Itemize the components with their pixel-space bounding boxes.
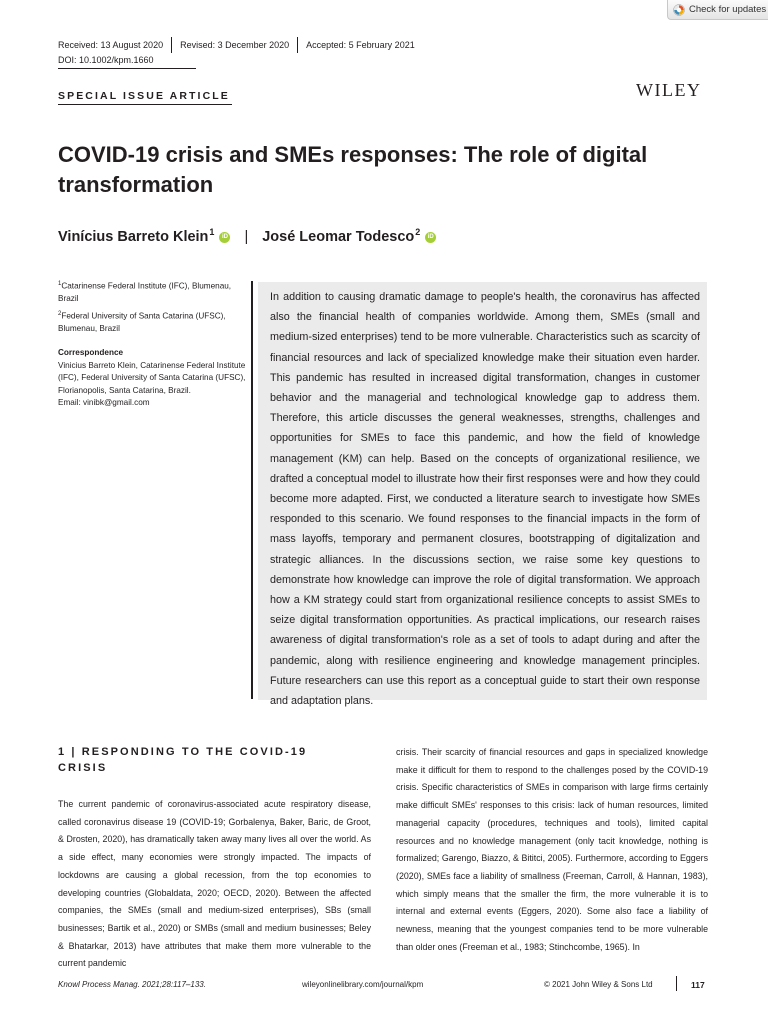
author-affiliation-mark: 2 <box>415 227 421 237</box>
header-rule <box>58 68 196 69</box>
revised-date: Revised: 3 December 2020 <box>180 40 290 50</box>
publisher-logo: WILEY <box>636 80 702 100</box>
section-heading: 1 | RESPONDING TO THE COVID-19 CRISIS <box>58 746 308 774</box>
affiliation-mark: 2 <box>58 311 62 317</box>
affiliation-mark: 1 <box>58 281 62 287</box>
page-number: 117 <box>691 980 705 990</box>
date-divider <box>297 37 298 53</box>
article-type-underline <box>58 104 232 105</box>
author-affiliation-mark: 1 <box>209 227 215 237</box>
footer-divider <box>676 976 677 991</box>
abstract-rule <box>251 281 253 699</box>
affiliation-text: Federal University of Santa Catarina (UFSC), Blumenau, Brazil <box>58 311 226 334</box>
journal-url[interactable]: wileyonlinelibrary.com/journal/kpm <box>302 980 424 989</box>
body-text-right-column: crisis. Their scarcity of financial resources and gaps in specialized knowledge make it difficult for them to respond to the challenges posed by the COVID-19 crisis. Specific characteristics of SMEs in comparison with large firms certainly make difficult SMEs' responses to this crisis: lack of human resources, limited managerial capacity (procedures, techniques and tools), limited capital resources and no knowledge management (only tacit knowledge, nothing is formalized; Garengo, Biazzo, & Bititci, 2005). Furthermore, according to Eggers (2020), SMEs face a liability of smallness (Freeman, Carroll, & Hannan, 1983), which simply means that the smaller the firm, the more vulnerable it is to internal and external events (Eggers, 2020). Some also face a liability of newness, meaning that the youngest companies tend to be more vulnerable than older ones (Freeman et al., 1983; Stinchcombe, 1965). In <box>396 747 708 952</box>
article-title: COVID-19 crisis and SMEs responses: The role of digital transformation <box>58 142 648 197</box>
accepted-date: Accepted: 5 February 2021 <box>306 40 415 50</box>
affiliation-text: Catarinense Federal Institute (IFC), Blumenau, Brazil <box>58 281 232 304</box>
crossmark-icon <box>673 4 685 16</box>
author-name[interactable]: Vinícius Barreto Klein <box>58 229 209 245</box>
article-dates <box>58 38 415 52</box>
affiliation <box>58 308 246 336</box>
check-for-updates-label: Check for updates <box>689 4 767 15</box>
check-for-updates-button[interactable] <box>667 0 768 20</box>
author-list <box>58 229 436 245</box>
correspondence-address: Vinicius Barreto Klein, Catarinense Federal Institute (IFC), Federal University of Santa Catarina (UFSC), Florianopolis, Santa Catarina, Brazil. <box>58 360 246 395</box>
copyright: © 2021 John Wiley & Sons Ltd <box>544 980 653 989</box>
article-type-label: SPECIAL ISSUE ARTICLE <box>58 90 230 102</box>
correspondence <box>58 347 246 410</box>
orcid-icon[interactable]: iD <box>425 232 436 243</box>
received-date: Received: 13 August 2020 <box>58 40 164 50</box>
author-name[interactable]: José Leomar Todesco <box>262 229 415 245</box>
journal-citation: Knowl Process Manag. 2021;28:117–133. <box>58 980 206 989</box>
orcid-icon[interactable]: iD <box>219 232 230 243</box>
correspondence-heading: Correspondence <box>58 348 124 357</box>
doi[interactable]: DOI: 10.1002/kpm.1660 <box>58 55 154 65</box>
abstract: In addition to causing dramatic damage to people's health, the coronavirus has affected also the financial health of companies worldwide. Among them, SMEs (small and medium-sized enterprises) tend to be more vulnerable. Characteristics such as scarcity of financial resources and lack of specialized knowledge make their situation even harder. This pandemic has resulted in increased digital transformation, changes in customer behavior and the managerial and technological knowledge gap to address them. Therefore, this article discusses the general weaknesses, strengths, challenges and opportunities for SMEs to face this pandemic, and how the field of knowledge management (KM) can help. Based on the concepts of organizational resilience, we drafted a conceptual model to illustrate how their first responses were and how they could become more adapted. First, we conducted a literature search to investigate how SMEs responded to this scenario. We found responses to the financial impacts in the form of mass layoffs, temporary and permanent closures, bootstrapping of digitalization and strategic alliances. In the discussions section, we raise some key questions to demonstrate how knowledge can improve the role of digital transformation. We approach how a KM strategy could start from organizational resilience concepts to assist SMEs to seize digital transformation opportunities. As practical implications, our research raises awareness of digital transformation's role as a set of tools to adapt during and after the pandemic, along with resilience engineering and knowledge management principles. Future researchers can use this report as a conceptual guide to start their own response and adaptation plans. <box>258 282 707 700</box>
author-separator: | <box>244 229 249 245</box>
affiliation <box>58 278 246 306</box>
correspondence-email[interactable]: Email: vinibk@gmail.com <box>58 398 150 407</box>
body-text-left-column: The current pandemic of coronavirus-associated acute respiratory disease, called coronavirus disease 19 (COVID-19; Gorbalenya, Baker, Baric, de Groot, & Drosten, 2020), has dramatically taken away many lives all over the world. As a side effect, many economies were strongly impacted. The impacts of lockdowns are causing a global recession, from the top economies to developing countries (Globaldata, 2020; OECD, 2020). Between the affected companies, the SMEs (small and medium-sized enterprises), SBs (small businesses; Bartik et al., 2020) or SMBs (small and medium businesses; Beley & Bhatarkar, 2013) have attributes that make them more vulnerable to the current pandemic <box>58 799 371 969</box>
date-divider <box>171 37 172 53</box>
